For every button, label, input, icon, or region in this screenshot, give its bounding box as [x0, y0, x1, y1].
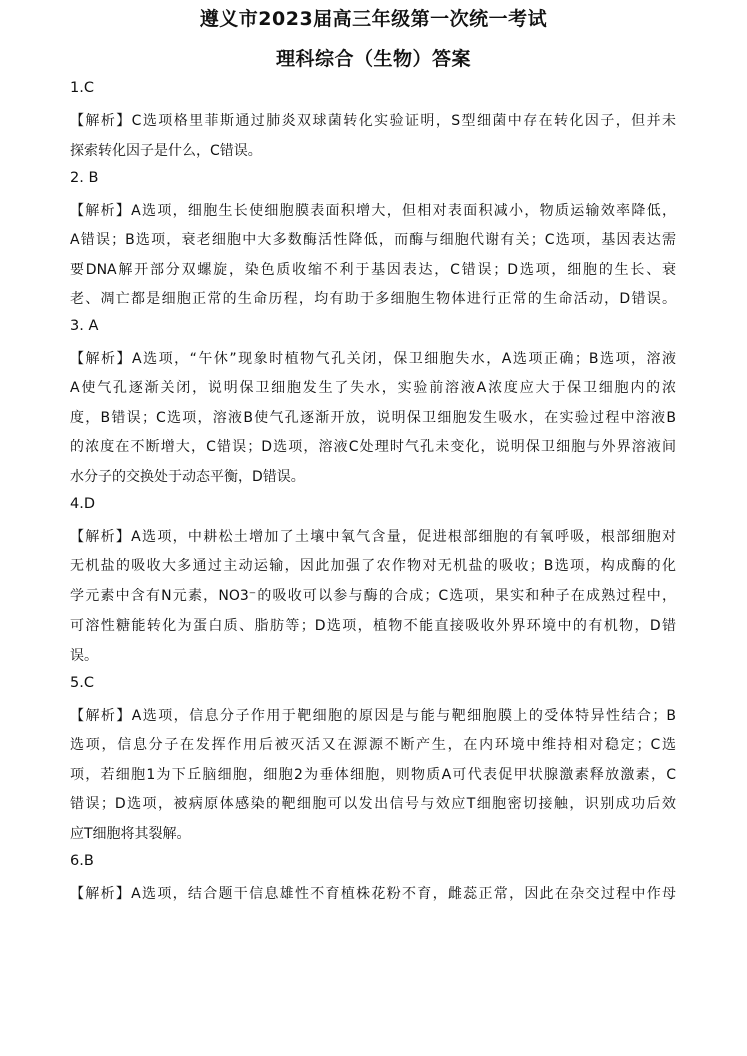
answer-text-line: 【解析】A选项，结合题干信息雄性不育植株花粉不育，雌蕊正常，因此在杂交过程中作母: [70, 886, 676, 902]
answer-number: 4.D: [70, 496, 95, 512]
answer-number: 2. B: [70, 170, 99, 186]
answer-text-line: 老、凋亡都是细胞正常的生命历程，均有助于多细胞生物体进行正常的生命活动，D错误。: [70, 291, 676, 307]
answer-text-line: 探索转化因子是什么，C错误。: [70, 143, 262, 159]
answer-text-line: 【解析】A选项，中耕松土增加了土壤中氧气含量，促进根部细胞的有氧呼吸，根部细胞对: [70, 529, 676, 545]
answer-text-line: 错误；D选项，被病原体感染的靶细胞可以发出信号与效应T细胞密切接触，识别成功后效: [70, 796, 676, 812]
answer-number: 1.C: [70, 80, 94, 96]
answer-text-line: A错误；B选项，衰老细胞中大多数酶活性降低，而酶与细胞代谢有关；C选项，基因表达需: [70, 232, 676, 248]
answer-text-line: 【解析】C选项格里菲斯通过肺炎双球菌转化实验证明，S型细菌中存在转化因子，但并未: [70, 113, 676, 129]
answer-text-line: 可溶性糖能转化为蛋白质、脂肪等；D选项，植物不能直接吸收外界环境中的有机物，D错: [70, 618, 676, 634]
document-title: 遵义市2023届高三年级第一次统一考试: [199, 8, 548, 30]
answer-text-line: 【解析】A选项，细胞生长使细胞膜表面积增大，但相对表面积减小，物质运输效率降低，: [70, 203, 676, 219]
answer-text-line: 选项，信息分子在发挥作用后被灭活又在源源不断产生，在内环境中维持相对稳定；C选: [70, 737, 676, 753]
answer-text-line: 应T细胞将其裂解。: [70, 826, 191, 842]
answer-text-line: A使气孔逐渐关闭，说明保卫细胞发生了失水，实验前溶液A浓度应大于保卫细胞内的浓: [70, 380, 676, 396]
answer-number: 5.C: [70, 675, 94, 691]
answer-text-line: 要DNA解开部分双螺旋，染色质收缩不利于基因表达，C错误；D选项，细胞的生长、衰: [70, 262, 676, 278]
answer-text-line: 【解析】A选项，“午休”现象时植物气孔关闭，保卫细胞失水，A选项正确；B选项，溶液: [70, 351, 676, 367]
answer-text-line: 误。: [70, 648, 98, 664]
answer-number: 6.B: [70, 853, 94, 869]
answer-text-line: 无机盐的吸收大多通过主动运输，因此加强了农作物对无机盐的吸收；B选项，构成酶的化: [70, 558, 676, 574]
answer-text-line: 度，B错误；C选项，溶液B使气孔逐渐开放，说明保卫细胞发生吸水，在实验过程中溶液B: [70, 410, 676, 426]
answer-number: 3. A: [70, 318, 99, 334]
answer-text-line: 项，若细胞1为下丘脑细胞，细胞2为垂体细胞，则物质A可代表促甲状腺激素释放激素，C: [70, 767, 676, 783]
answer-text-line: 水分子的交换处于动态平衡，D错误。: [70, 469, 305, 485]
document-subtitle: 理科综合（生物）答案: [275, 48, 471, 70]
answer-text-line: 学元素中含有N元素，NO3⁻的吸收可以参与酶的合成；C选项，果实和种子在成熟过程中，: [70, 588, 676, 604]
answer-text-line: 的浓度在不断增大，C错误；D选项，溶液C处理时气孔未变化，说明保卫细胞与外界溶液间: [70, 439, 676, 455]
answer-text-line: 【解析】A选项，信息分子作用于靶细胞的原因是与能与靶细胞膜上的受体特异性结合；B: [70, 708, 676, 724]
